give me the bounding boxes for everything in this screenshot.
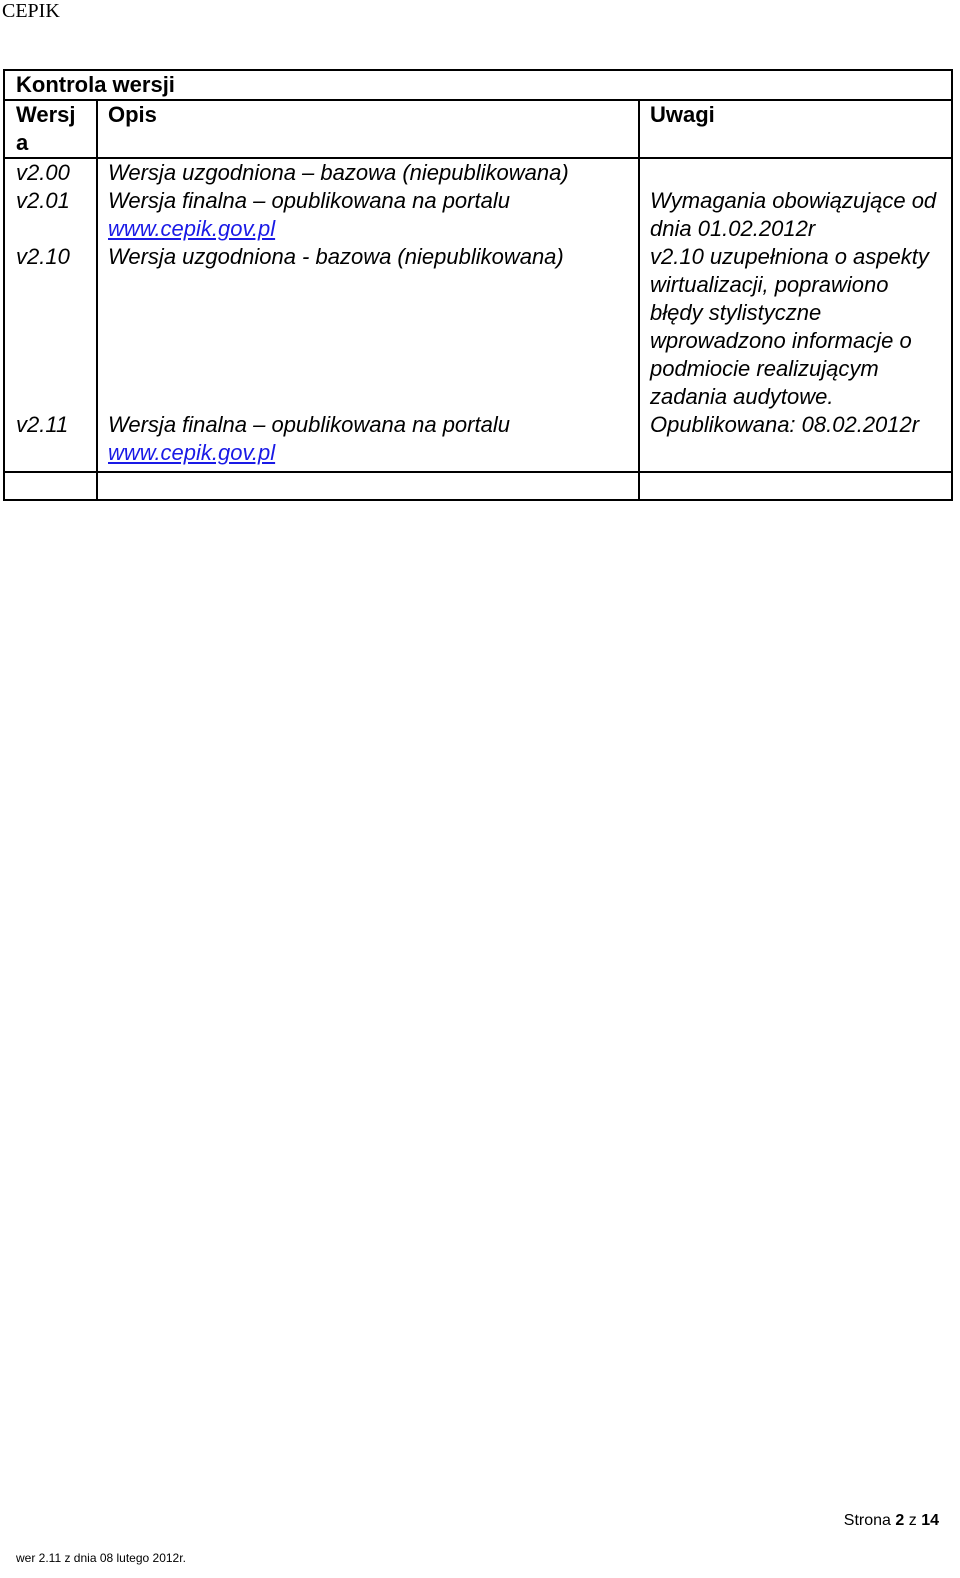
row-description: Wersja uzgodniona – bazowa (niepublikowana) — [97, 158, 639, 187]
row-version: v2.11 — [4, 411, 97, 472]
row-notes: v2.10 uzupełniona o aspekty wirtualizacji, poprawiono błędy stylistyczne wprowadzono informacje o podmiocie realizującym zadania audytowe. — [639, 243, 952, 411]
row-description-cell — [97, 187, 639, 243]
empty-cell — [97, 472, 639, 500]
table-row — [4, 187, 952, 243]
page-separator: z — [908, 1512, 917, 1529]
row-notes: Wymagania obowiązujące od dnia 01.02.2012r — [639, 187, 952, 243]
column-header-notes: Uwagi — [639, 100, 952, 158]
row-description: Wersja uzgodniona - bazowa (niepublikowana) — [97, 243, 639, 411]
row-notes — [639, 158, 952, 187]
row-version: v2.10 — [4, 243, 97, 411]
portal-link[interactable]: www.cepik.gov.pl — [108, 216, 276, 241]
table-header-row — [4, 100, 952, 158]
row-description: Wersja finalna – opublikowana na portalu — [108, 412, 510, 437]
table-row — [4, 243, 952, 411]
page-prefix: Strona — [843, 1512, 891, 1529]
table-caption: Kontrola wersji — [4, 70, 952, 100]
column-header-description: Opis — [97, 100, 639, 158]
page-current: 2 — [895, 1512, 905, 1529]
row-description-cell — [97, 411, 639, 472]
empty-cell — [4, 472, 97, 500]
empty-cell — [639, 472, 952, 500]
row-notes: Opublikowana: 08.02.2012r — [639, 411, 952, 472]
row-version: v2.00 — [4, 158, 97, 187]
version-footer: wer 2.11 z dnia 08 lutego 2012r. — [16, 1551, 186, 1565]
table-row — [4, 411, 952, 472]
table-row-empty — [4, 472, 952, 500]
table-caption-row — [4, 70, 952, 100]
column-header-version — [4, 100, 97, 158]
version-control-table — [3, 69, 953, 501]
portal-link[interactable]: www.cepik.gov.pl — [108, 440, 276, 465]
page-total: 14 — [921, 1512, 939, 1529]
row-version: v2.01 — [4, 187, 97, 243]
page-number — [844, 1511, 939, 1531]
table-row — [4, 158, 952, 187]
row-description: Wersja finalna – opublikowana na portalu — [108, 188, 510, 213]
column-header-version-label: Wersja — [16, 102, 76, 155]
document-header-title: CEPIK — [2, 0, 60, 22]
